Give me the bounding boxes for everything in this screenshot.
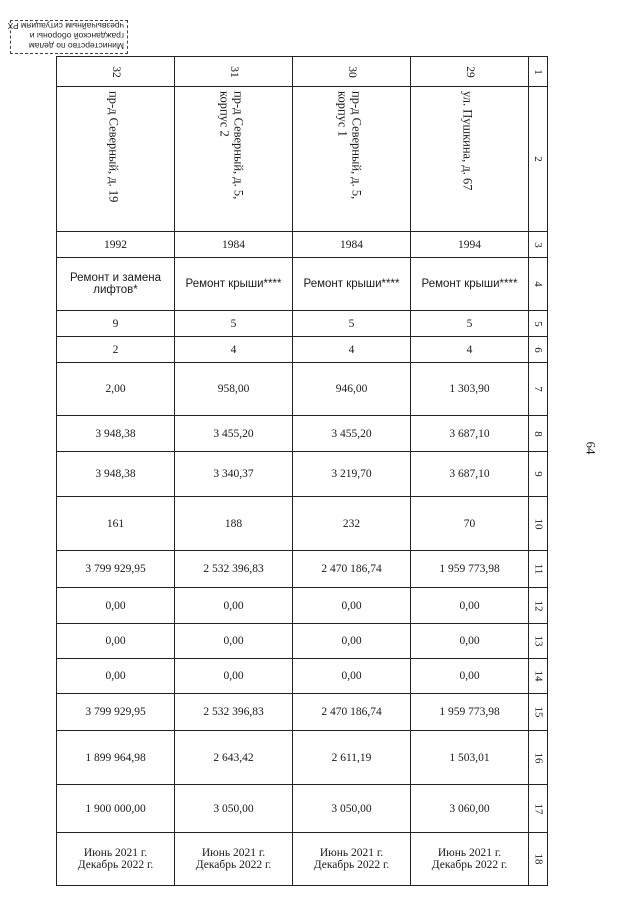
row-number: 10 xyxy=(529,497,548,551)
address-cell: пр-д Северный, д. 5, корпус 2 xyxy=(175,87,293,232)
page-number: 64 xyxy=(583,441,599,455)
row-number: 16 xyxy=(529,731,548,785)
table-cell: 31 xyxy=(175,57,293,87)
table-cell: 1 959 773,98 xyxy=(411,694,529,731)
table-cell: 3 799 929,95 xyxy=(57,694,175,731)
row-number: 8 xyxy=(529,416,548,452)
table-row xyxy=(57,833,548,886)
table-cell: 70 xyxy=(411,497,529,551)
period-cell: Июнь 2021 г. Декабрь 2022 г. xyxy=(411,833,529,886)
row-number: 5 xyxy=(529,311,548,337)
row-number: 1 xyxy=(529,57,548,87)
table-cell: 3 219,70 xyxy=(293,452,411,497)
address-cell: пр-д Северный, д. 5, корпус 1 xyxy=(293,87,411,232)
table-cell: 2 532 396,83 xyxy=(175,551,293,588)
table-cell: 2 611,19 xyxy=(293,731,411,785)
period-cell: Июнь 2021 г. Декабрь 2022 г. xyxy=(175,833,293,886)
table-cell: 3 687,10 xyxy=(411,416,529,452)
row-number: 12 xyxy=(529,588,548,624)
table-cell: 1984 xyxy=(293,232,411,258)
table-cell: 2,00 xyxy=(57,363,175,416)
table-row xyxy=(57,57,548,87)
period-cell: Июнь 2021 г. Декабрь 2022 г. xyxy=(57,833,175,886)
table-row xyxy=(57,588,548,624)
row-number: 2 xyxy=(529,87,548,232)
table-row xyxy=(57,452,548,497)
table-cell: 1 899 964,98 xyxy=(57,731,175,785)
table-row xyxy=(57,87,548,232)
table-cell: 0,00 xyxy=(293,624,411,659)
table-cell: 0,00 xyxy=(293,588,411,624)
table-row xyxy=(57,694,548,731)
row-number: 15 xyxy=(529,694,548,731)
table-row xyxy=(57,232,548,258)
table-cell: 2 532 396,83 xyxy=(175,694,293,731)
table-cell: 946,00 xyxy=(293,363,411,416)
table-row xyxy=(57,731,548,785)
table-cell: 188 xyxy=(175,497,293,551)
work-type-cell: Ремонт и замена лифтов* xyxy=(57,258,175,311)
table-cell: 3 050,00 xyxy=(175,785,293,833)
table-cell: 958,00 xyxy=(175,363,293,416)
table-cell: 4 xyxy=(411,337,529,363)
archive-stamp xyxy=(7,20,128,54)
table-cell: 3 799 929,95 xyxy=(57,551,175,588)
table-cell: 5 xyxy=(293,311,411,337)
stamp-line: чрезвычайным ситуациям РХ xyxy=(7,21,124,31)
table-cell: 2 470 186,74 xyxy=(293,551,411,588)
work-type-cell: Ремонт крыши**** xyxy=(293,258,411,311)
work-type-cell: Ремонт крыши**** xyxy=(175,258,293,311)
stamp-line: Министерство по делам xyxy=(28,41,124,51)
table-cell: 232 xyxy=(293,497,411,551)
table-cell: 30 xyxy=(293,57,411,87)
table-cell: 0,00 xyxy=(175,588,293,624)
table-cell: 3 060,00 xyxy=(411,785,529,833)
table-cell: 0,00 xyxy=(175,659,293,694)
period-cell: Июнь 2021 г. Декабрь 2022 г. xyxy=(293,833,411,886)
work-type-cell: Ремонт крыши**** xyxy=(411,258,529,311)
table-cell: 1 303,90 xyxy=(411,363,529,416)
table-row xyxy=(57,416,548,452)
table-cell: 4 xyxy=(175,337,293,363)
table-cell: 29 xyxy=(411,57,529,87)
table-row xyxy=(57,551,548,588)
table-cell: 5 xyxy=(411,311,529,337)
row-number: 9 xyxy=(529,452,548,497)
table-row xyxy=(57,363,548,416)
table-cell: 1 900 000,00 xyxy=(57,785,175,833)
table-cell: 5 xyxy=(175,311,293,337)
row-number: 18 xyxy=(529,833,548,886)
table-cell: 4 xyxy=(293,337,411,363)
table-cell: 3 340,37 xyxy=(175,452,293,497)
address-cell: пр-д Северный, д. 19 xyxy=(57,87,175,232)
table-row xyxy=(57,785,548,833)
table-row xyxy=(57,624,548,659)
table-row xyxy=(57,337,548,363)
table-row xyxy=(57,258,548,311)
table-cell: 0,00 xyxy=(411,588,529,624)
row-number: 6 xyxy=(529,337,548,363)
table-cell: 9 xyxy=(57,311,175,337)
table-cell: 2 643,42 xyxy=(175,731,293,785)
table-row xyxy=(57,497,548,551)
table-cell: 1 503,01 xyxy=(411,731,529,785)
table-cell: 0,00 xyxy=(175,624,293,659)
row-number: 14 xyxy=(529,659,548,694)
row-number: 4 xyxy=(529,258,548,311)
table-cell: 0,00 xyxy=(57,588,175,624)
table-cell: 3 948,38 xyxy=(57,416,175,452)
table-cell: 2 470 186,74 xyxy=(293,694,411,731)
row-number: 7 xyxy=(529,363,548,416)
table-cell: 2 xyxy=(57,337,175,363)
repair-program-table xyxy=(56,56,548,886)
table-cell: 3 455,20 xyxy=(293,416,411,452)
table-cell: 1992 xyxy=(57,232,175,258)
table-cell: 3 050,00 xyxy=(293,785,411,833)
table-cell: 3 687,10 xyxy=(411,452,529,497)
table-cell: 3 948,38 xyxy=(57,452,175,497)
table-cell: 3 455,20 xyxy=(175,416,293,452)
table-cell: 0,00 xyxy=(57,624,175,659)
table-cell: 161 xyxy=(57,497,175,551)
table-cell: 1 959 773,98 xyxy=(411,551,529,588)
table-cell: 32 xyxy=(57,57,175,87)
row-number: 13 xyxy=(529,624,548,659)
row-number: 3 xyxy=(529,232,548,258)
table-cell: 1984 xyxy=(175,232,293,258)
row-number: 11 xyxy=(529,551,548,588)
table-cell: 0,00 xyxy=(293,659,411,694)
table-row xyxy=(57,311,548,337)
row-number: 17 xyxy=(529,785,548,833)
table-cell: 0,00 xyxy=(411,659,529,694)
table-cell: 1994 xyxy=(411,232,529,258)
table-cell: 0,00 xyxy=(411,624,529,659)
table-row xyxy=(57,659,548,694)
address-cell: ул. Пушкина, д. 67 xyxy=(411,87,529,232)
table-cell: 0,00 xyxy=(57,659,175,694)
stamp-line: гражданской обороны и xyxy=(29,31,124,41)
